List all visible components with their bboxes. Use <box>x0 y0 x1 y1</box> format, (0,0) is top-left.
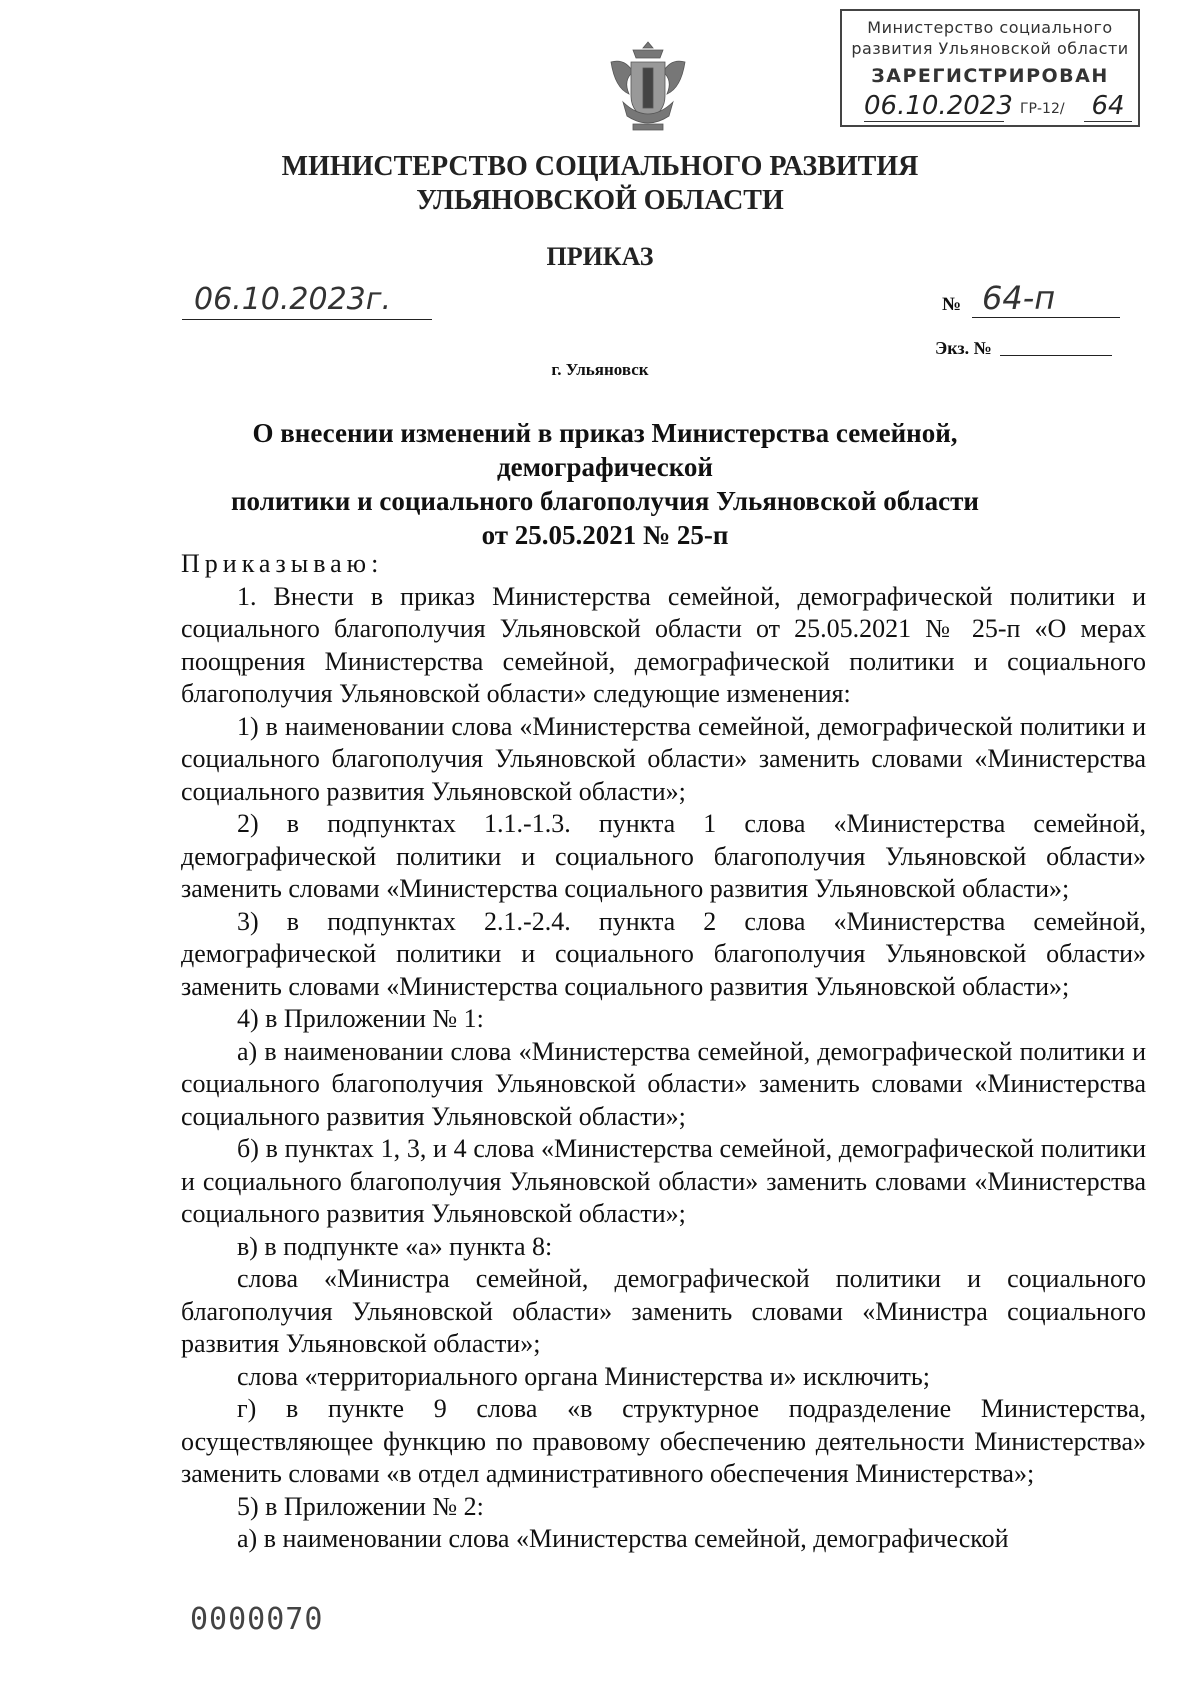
stamp-line-2: развития Ульяновской области <box>851 39 1129 58</box>
document-body <box>181 548 1146 1556</box>
page-code: 0000070 <box>190 1602 324 1637</box>
body-paragraph-5: 4) в Приложении № 1: <box>237 1004 484 1033</box>
title-line-2: политики и социального благополучия Ульяновской области <box>231 486 979 516</box>
stamp-line-1: Министерство социального <box>867 18 1113 37</box>
document-title <box>150 416 1060 552</box>
body-paragraph-8: в) в подпункте «а» пункта 8: <box>237 1231 553 1261</box>
registration-stamp <box>840 9 1140 127</box>
stamp-prefix: ГР-12/ <box>1020 101 1065 117</box>
ministry-line-2: УЛЬЯНОВСКОЙ ОБЛАСТИ <box>416 185 784 216</box>
body-paragraph-4: 3) в подпунктах 2.1.-2.4. пункта 2 слова «Министерства семейной, демографической политики и социального благополучия Ульяновской области» заменить словами «Министерства социального развития Ульяновской области»; <box>181 906 1146 1001</box>
stamp-registration-row <box>842 91 1138 123</box>
body-paragraph-12: 5) в Приложении № 2: <box>237 1491 484 1521</box>
ministry-line-1: МИНИСТЕРСТВО СОЦИАЛЬНОГО РАЗВИТИЯ <box>281 151 919 182</box>
body-paragraph-6: а) в наименовании слова «Министерства семейной, демографической политики и социального благополучия Ульяновской области» заменить словами «Министерства социального развития Ульяновской области»; <box>181 1036 1146 1131</box>
body-paragraph-3: 2) в подпунктах 1.1.-1.3. пункта 1 слова «Министерства семейной, демографической политики и социального благополучия Ульяновской области» заменить словами «Министерства социального развития Ульяновской области»; <box>181 809 1146 903</box>
title-line-1: О внесении изменений в приказ Министерства семейной, демографической <box>252 418 958 482</box>
body-paragraph-1: 1. Внести в приказ Министерства семейной, демографической политики и социального благополучия Ульяновской области от 25.05.2021 № 25-п «О мерах поощрения Министерства семейной, демографической политики и социального благополучия Ульяновской области» следующие изменения: <box>181 581 1146 708</box>
doc-type-heading: ПРИКАЗ <box>546 242 654 271</box>
city: г. Ульяновск <box>551 360 649 379</box>
copy-number-label: Экз. № <box>935 338 992 358</box>
stamp-status: ЗАРЕГИСТРИРОВАН <box>871 65 1109 87</box>
ministry-name <box>0 150 1200 218</box>
body-paragraph-2: 1) в наименовании слова «Министерства семейной, демографической политики и социального благополучия Ульяновской области» заменить словами «Министерства социального развития Ульяновской области»; <box>181 711 1146 806</box>
stamp-number: 64 <box>1084 91 1132 122</box>
order-date: 06.10.2023г. <box>182 282 432 320</box>
title-line-3: от 25.05.2021 № 25-п <box>481 520 729 550</box>
body-paragraph-11: г) в пункте 9 слова «в структурное подразделение Министерства, осуществляющее функцию по правовому обеспечению деятельности Министерства» заменить словами «в отдел административного обеспечения Министерства»; <box>181 1394 1146 1488</box>
coat-of-arms-icon <box>603 40 693 135</box>
body-paragraph-7: б) в пунктах 1, 3, и 4 слова «Министерства семейной, демографической политики и социального благополучия Ульяновской области» заменить словами «Министерства социального развития Ульяновской области»; <box>181 1134 1146 1228</box>
stamp-date: 06.10.2023 <box>864 91 1013 121</box>
order-number-label: № <box>942 294 962 315</box>
copy-number-line <box>1000 355 1112 356</box>
body-paragraph-9: слова «Министра семейной, демографической политики и социального благополучия Ульяновской области» заменить словами «Министра социального развития Ульяновской области»; <box>181 1264 1146 1358</box>
body-paragraph-0: Приказываю: <box>181 549 384 578</box>
body-paragraph-10: слова «территориального органа Министерства и» исключить; <box>237 1361 930 1391</box>
order-number: 64-п <box>972 280 1120 318</box>
body-paragraph-13: а) в наименовании слова «Министерства семейной, демографической <box>237 1524 1009 1553</box>
